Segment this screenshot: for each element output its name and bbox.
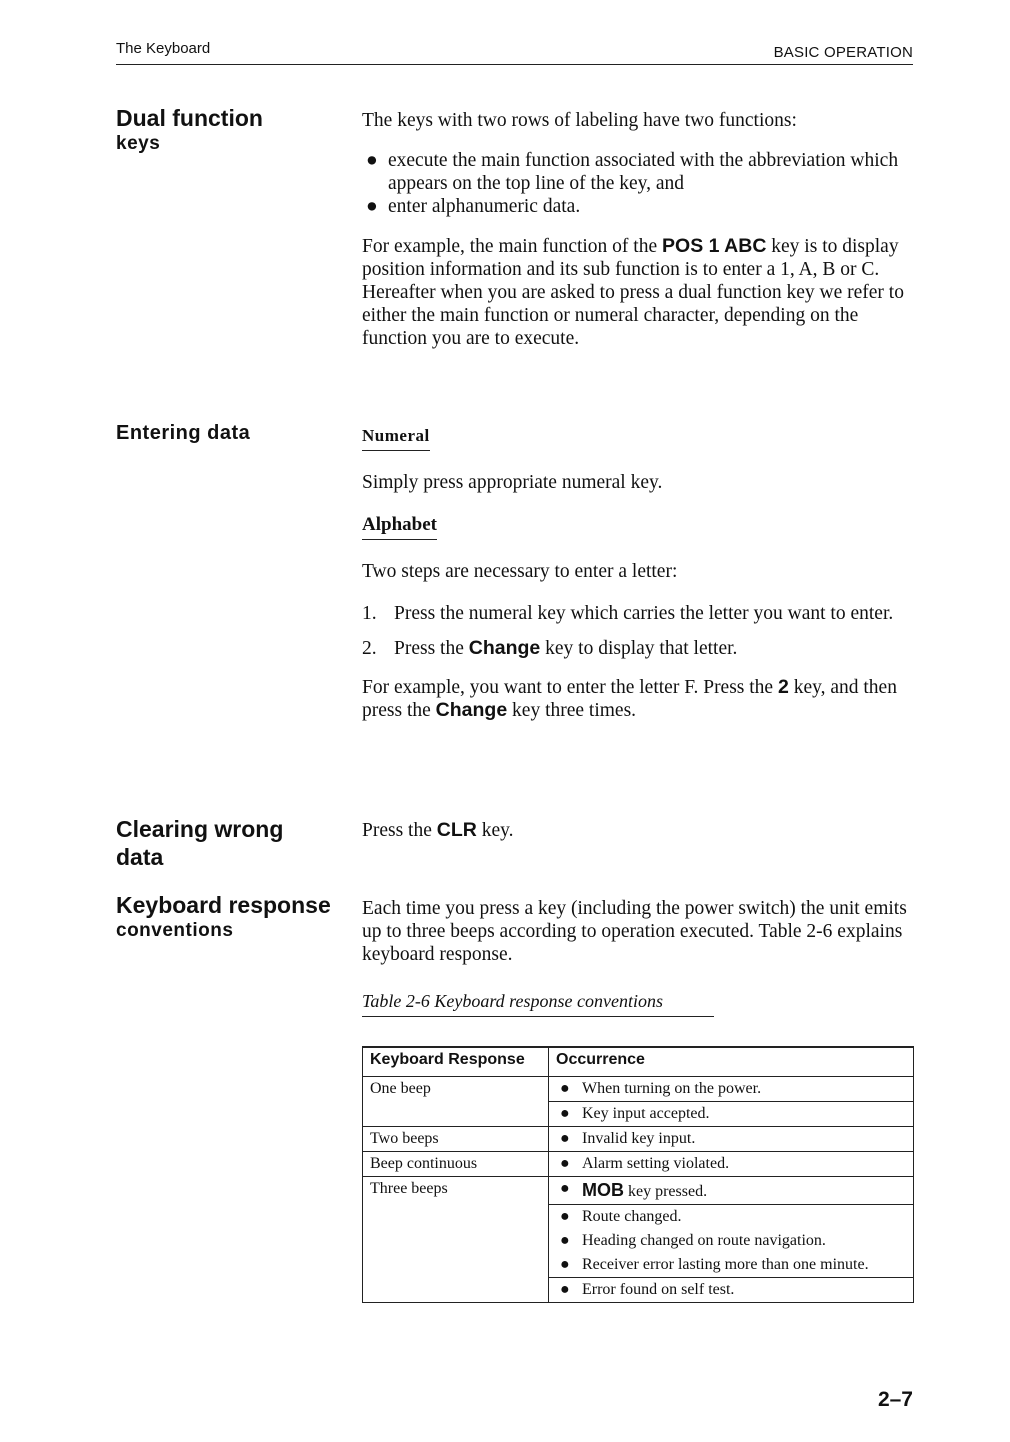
bullet-icon: ● — [560, 1130, 570, 1147]
occurrence-cell: ● Alarm setting violated. — [549, 1152, 914, 1177]
dual-bullet-item: ● execute the main function associated with the abbreviation which appears on the top line of the key, and — [366, 150, 899, 194]
occurrence-cell: ● Key input accepted. — [549, 1102, 914, 1127]
entering-data-body — [362, 424, 914, 722]
table-header-cell: Keyboard Response — [363, 1047, 549, 1077]
bullet-icon: ● — [560, 1180, 570, 1197]
dual-bullet-list — [362, 149, 914, 218]
bullet-icon: ● — [560, 1105, 570, 1122]
response-cell: Beep continuous — [363, 1152, 549, 1177]
page-number: 2–7 — [877, 1388, 913, 1411]
clearing-body — [362, 819, 914, 842]
bullet-icon: ● — [560, 1232, 570, 1249]
occurrence-cell: ● Heading changed on route navigation. — [549, 1229, 914, 1253]
subheading-numeral: Numeral — [362, 424, 430, 451]
key-name-clr: CLR — [436, 819, 477, 841]
heading-entering-data: Entering data — [116, 422, 251, 444]
heading-dual-function — [116, 104, 263, 156]
entering-example: For example, you want to enter the letter F. Press the 2 key, and then press the Change key three times. — [362, 676, 897, 721]
bullet-icon: ● — [366, 196, 378, 217]
table-row — [363, 1077, 914, 1102]
bullet-icon: ● — [366, 150, 378, 171]
step-item: 2. Press the Change key to display that letter. — [362, 637, 738, 659]
response-cell: Two beeps — [363, 1127, 549, 1152]
response-cell: Three beeps — [363, 1177, 549, 1303]
table-header-cell: Occurrence — [549, 1047, 914, 1077]
table-header-row — [363, 1047, 914, 1077]
response-body — [362, 897, 914, 966]
occurrence-cell: ● Route changed. — [549, 1205, 914, 1230]
numeral-text: Simply press appropriate numeral key. — [362, 472, 663, 493]
response-cell: One beep — [363, 1077, 549, 1127]
response-text: Each time you press a key (including the power switch) the unit emits up to three beeps according to operation executed. Table 2-6 explains keyboard response. — [362, 898, 907, 965]
key-name-mob: MOB — [582, 1180, 624, 1200]
key-name-pos1abc: POS 1 ABC — [662, 235, 767, 257]
caption-rule — [362, 1016, 714, 1017]
occurrence-cell: ● Invalid key input. — [549, 1127, 914, 1152]
key-name-2: 2 — [777, 676, 789, 698]
bullet-icon: ● — [560, 1256, 570, 1273]
clearing-text: Press the CLR key. — [362, 819, 514, 841]
bullet-icon: ● — [560, 1281, 570, 1298]
heading-dual-function-line1: Dual function — [116, 105, 263, 131]
bullet-icon: ● — [560, 1155, 570, 1172]
occurrence-cell: ● When turning on the power. — [549, 1077, 914, 1102]
table-row — [363, 1152, 914, 1177]
table-row — [363, 1177, 914, 1205]
occurrence-cell: ● Receiver error lasting more than one minute. — [549, 1253, 914, 1278]
table-row — [363, 1127, 914, 1152]
heading-clearing-wrong-data: Clearing wrong data — [116, 816, 284, 870]
subheading-alphabet: Alphabet — [362, 513, 437, 540]
step-item: 1. Press the numeral key which carries the letter you want to enter. — [362, 603, 894, 624]
occurrence-cell: ● Error found on self test. — [549, 1278, 914, 1303]
key-name-change: Change — [435, 699, 508, 721]
keyboard-response-table — [362, 1046, 914, 1303]
table-caption: Table 2-6 Keyboard response conventions — [362, 991, 663, 1011]
alphabet-intro: Two steps are necessary to enter a letter: — [362, 561, 678, 582]
running-header-left: The Keyboard — [116, 40, 211, 57]
heading-keyboard-response: Keyboard response conventions — [116, 892, 331, 941]
heading-dual-function-line2: keys — [116, 133, 161, 154]
occurrence-cell: ● MOB key pressed. — [549, 1177, 914, 1205]
dual-bullet-item: ● enter alphanumeric data. — [366, 196, 581, 217]
dual-function-body — [362, 109, 914, 350]
running-header-right: BASIC OPERATION — [773, 44, 913, 61]
alphabet-steps — [362, 602, 914, 660]
bullet-icon: ● — [560, 1208, 570, 1225]
dual-example: For example, the main function of the POS 1 ABC key is to display position information and its sub function is to enter a 1, A, B or C. Hereafter when you are asked to press a dual function key we refer to either the main function or numeral character, depending on the function you are to execute. — [362, 235, 904, 349]
key-name-change: Change — [468, 637, 541, 659]
bullet-icon: ● — [560, 1080, 570, 1097]
dual-intro: The keys with two rows of labeling have two functions: — [362, 110, 797, 131]
header-rule — [116, 64, 913, 65]
